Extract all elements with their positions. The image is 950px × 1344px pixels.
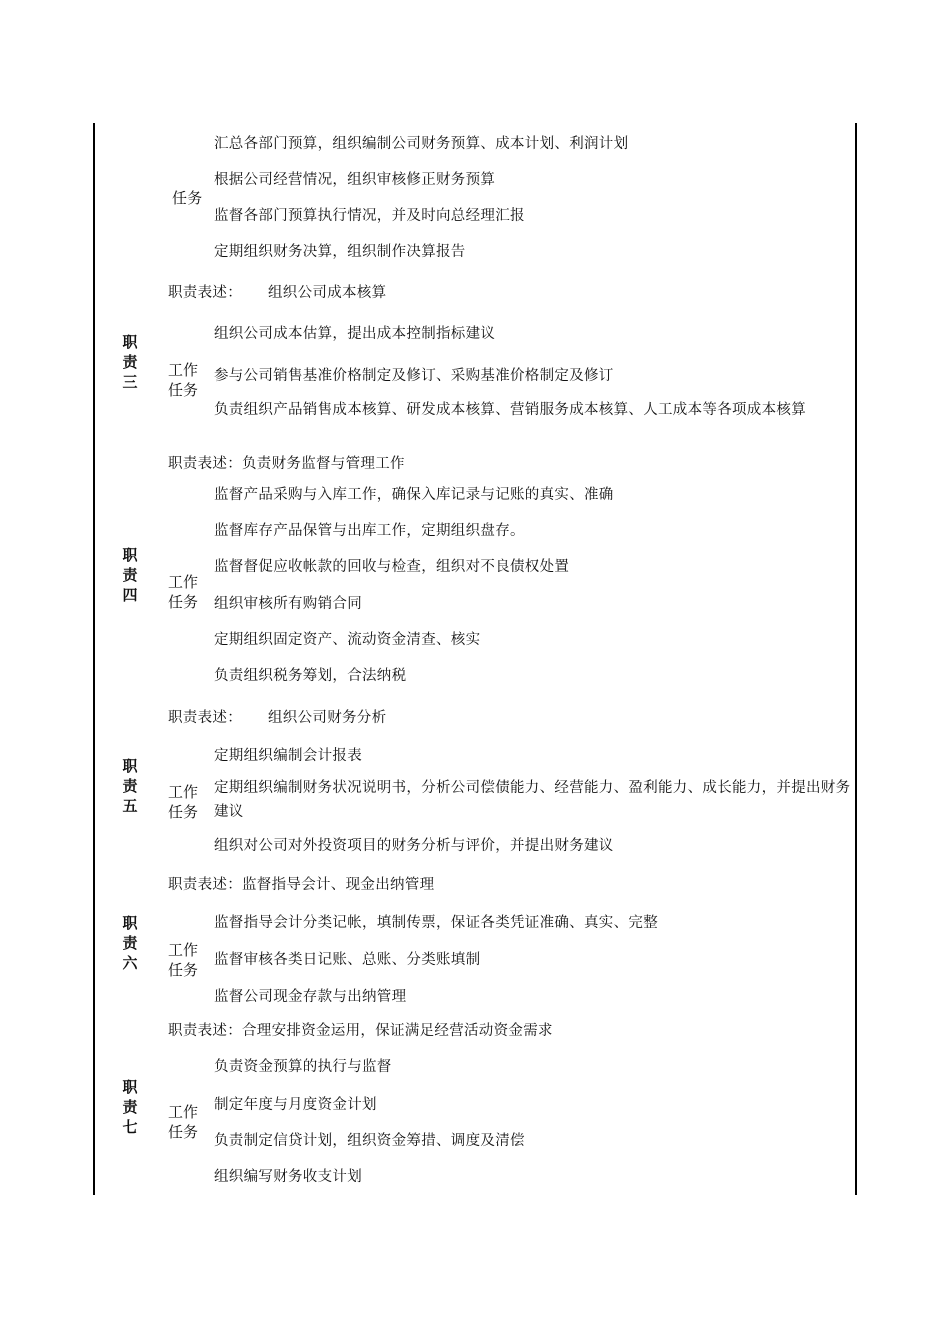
duty-statement-label: 职责表述： xyxy=(168,710,242,726)
duty-statement: 职责表述：监督指导会计、现金出纳管理 xyxy=(168,877,435,893)
duty-statement: 职责表述：合理安排资金运用，保证满足经营活动资金需求 xyxy=(168,1023,553,1039)
task-item: 组织对公司对外投资项目的财务分析与评价，并提出财务建议 xyxy=(214,838,614,854)
task-label: 工作 任务 xyxy=(168,361,199,399)
task-item: 负责资金预算的执行与监督 xyxy=(214,1059,392,1075)
task-item: 组织编写财务收支计划 xyxy=(214,1169,362,1185)
task-item: 定期组织财务决算，组织制作决算报告 xyxy=(214,244,466,260)
table-left-border xyxy=(93,123,95,1195)
task-item: 组织审核所有购销合同 xyxy=(214,596,362,612)
task-item: 制定年度与月度资金计划 xyxy=(214,1097,377,1113)
task-item: 定期组织编制会计报表 xyxy=(214,748,362,764)
task-item: 监督各部门预算执行情况，并及时向总经理汇报 xyxy=(214,208,525,224)
duty-label: 职 责 七 xyxy=(122,1078,138,1136)
task-item: 监督指导会计分类记帐，填制传票，保证各类凭证准确、真实、完整 xyxy=(214,915,658,931)
task-item: 负责组织产品销售成本核算、研发成本核算、营销服务成本核算、人工成本等各项成本核算 xyxy=(214,402,806,418)
task-item: 定期组织固定资产、流动资金清查、核实 xyxy=(214,632,481,648)
duty-label: 职 责 三 xyxy=(122,333,138,391)
task-item: 监督督促应收帐款的回收与检查，组织对不良债权处置 xyxy=(214,559,570,575)
task-item: 监督公司现金存款与出纳管理 xyxy=(214,989,407,1005)
task-item: 根据公司经营情况，组织审核修正财务预算 xyxy=(214,172,496,188)
task-label: 工作 任务 xyxy=(168,783,199,821)
task-item: 负责制定信贷计划，组织资金筹措、调度及清偿 xyxy=(214,1133,525,1149)
task-item: 汇总各部门预算，组织编制公司财务预算、成本计划、利润计划 xyxy=(214,136,629,152)
task-label: 工作 任务 xyxy=(168,1103,199,1141)
task-item: 参与公司销售基准价格制定及修订、采购基准价格制定及修订 xyxy=(214,368,614,384)
task-item: 负责组织税务筹划，合法纳税 xyxy=(214,668,407,684)
duty-label: 职 责 五 xyxy=(122,757,138,815)
task-item: 监督库存产品保管与出库工作，定期组织盘存。 xyxy=(214,523,525,539)
task-item: 监督审核各类日记账、总账、分类账填制 xyxy=(214,952,481,968)
task-item: 监督产品采购与入库工作，确保入库记录与记账的真实、准确 xyxy=(214,487,614,503)
task-label: 工作 任务 xyxy=(168,941,199,979)
duty-statement: 组织公司成本核算 xyxy=(268,285,387,301)
duty-statement: 职责表述：负责财务监督与管理工作 xyxy=(168,456,405,472)
duty-statement: 组织公司财务分析 xyxy=(268,710,387,726)
table-right-border xyxy=(855,123,857,1195)
task-item: 定期组织编制财务状况说明书，分析公司偿债能力、经营能力、盈利能力、成长能力，并提出财务建议 xyxy=(214,780,851,820)
duty-label: 职 责 六 xyxy=(122,914,138,972)
duty-statement-label: 职责表述： xyxy=(168,285,242,301)
duty-label: 职 责 四 xyxy=(122,546,138,604)
task-label: 工作 任务 xyxy=(168,573,199,611)
task-item: 组织公司成本估算，提出成本控制指标建议 xyxy=(214,326,496,342)
task-label: 任务 xyxy=(172,189,203,207)
